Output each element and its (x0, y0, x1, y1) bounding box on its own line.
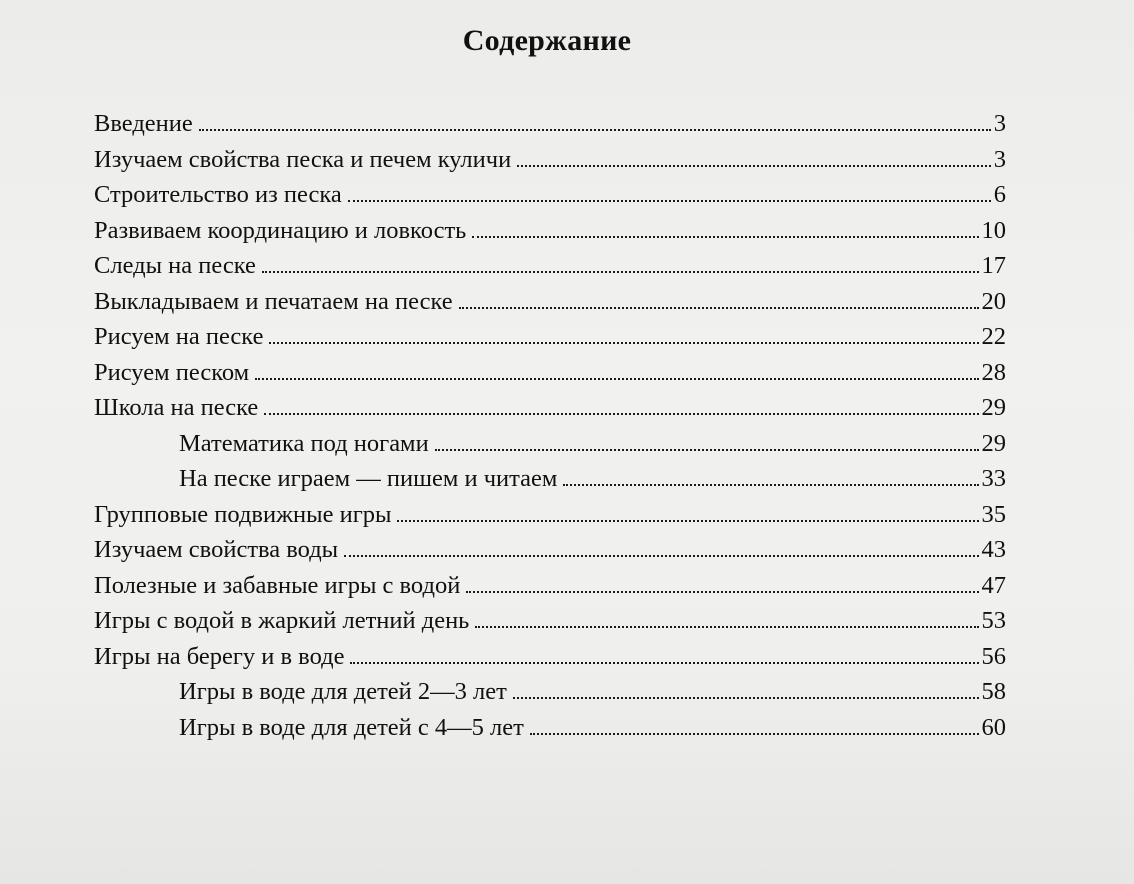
toc-entry-page-number: 33 (981, 465, 1006, 492)
toc-entry (94, 213, 1006, 249)
dot-leader (513, 697, 979, 699)
dot-leader (472, 236, 978, 238)
toc-entry (94, 142, 1006, 178)
toc-entry-page-number: 28 (981, 358, 1006, 386)
toc-entry (94, 461, 1006, 497)
toc-entry-page-number: 10 (981, 216, 1006, 244)
dot-leader (475, 626, 978, 628)
toc-entry-title: Выкладываем и печатаем на песке (94, 287, 453, 315)
dot-leader (466, 591, 978, 593)
toc-entry (94, 532, 1006, 568)
toc-entry-page-number: 43 (981, 536, 1006, 563)
toc-entry (94, 497, 1006, 533)
toc-entry (94, 639, 1006, 675)
toc-entry (94, 319, 1006, 355)
toc-entry-page-number: 20 (981, 287, 1006, 315)
table-of-contents (94, 106, 1006, 745)
toc-entry-title: Игры в воде для детей 2—3 лет (179, 678, 507, 705)
dot-leader (435, 449, 979, 451)
toc-entry-title: Введение (94, 110, 193, 137)
toc-entry-title: На песке играем — пишем и читаем (179, 465, 558, 492)
toc-entry-page-number: 29 (981, 429, 1006, 457)
toc-entry-page-number: 3 (993, 110, 1006, 137)
toc-entry-title: Изучаем свойства воды (94, 536, 339, 563)
toc-entry (94, 355, 1006, 391)
toc-entry (94, 248, 1006, 284)
dot-leader (563, 484, 978, 486)
toc-entry-page-number: 58 (981, 678, 1006, 705)
toc-entry (94, 603, 1006, 639)
dot-leader (530, 733, 979, 735)
toc-entry-title: Изучаем свойства песка и печем куличи (94, 145, 512, 173)
toc-entry-page-number: 53 (981, 607, 1006, 634)
toc-entry (94, 390, 1006, 426)
toc-entry-page-number: 35 (981, 500, 1006, 528)
toc-entry-title: Школа на песке (94, 394, 259, 421)
dot-leader (348, 200, 991, 202)
toc-entry-page-number: 56 (981, 642, 1006, 670)
dot-leader (459, 307, 979, 309)
toc-entry-title: Следы на песке (94, 252, 256, 279)
toc-entry (94, 106, 1006, 142)
toc-entry-title: Игры в воде для детей с 4—5 лет (179, 713, 524, 741)
toc-entry-title: Математика под ногами (179, 429, 429, 457)
toc-entry-page-number: 29 (981, 394, 1006, 421)
dot-leader (255, 378, 978, 380)
page-title: Содержание (462, 24, 632, 57)
toc-entry-page-number: 17 (981, 252, 1006, 279)
toc-entry (94, 710, 1006, 746)
dot-leader (264, 413, 978, 415)
toc-entry (94, 426, 1006, 462)
toc-entry (94, 284, 1006, 320)
dot-leader (397, 520, 978, 522)
toc-entry-page-number: 6 (993, 181, 1006, 208)
dot-leader (517, 165, 991, 167)
dot-leader (269, 342, 978, 344)
toc-entry-page-number: 3 (993, 145, 1006, 173)
dot-leader (262, 271, 979, 273)
toc-entry-title: Игры на берегу и в воде (94, 642, 345, 670)
toc-entry (94, 568, 1006, 604)
toc-entry-title: Полезные и забавные игры с водой (94, 571, 461, 599)
toc-entry-title: Групповые подвижные игры (94, 500, 392, 528)
toc-entry-page-number: 47 (981, 571, 1006, 599)
toc-entry-title: Развиваем координацию и ловкость (94, 216, 467, 244)
toc-entry (94, 177, 1006, 213)
toc-entry-title: Рисуем песком (94, 358, 250, 386)
toc-entry-title: Рисуем на песке (94, 323, 264, 350)
dot-leader (199, 129, 991, 131)
toc-entry-title: Строительство из песка (94, 181, 342, 208)
dot-leader (350, 662, 978, 664)
toc-entry-page-number: 22 (981, 323, 1006, 350)
toc-entry-title: Игры с водой в жаркий летний день (94, 607, 470, 634)
toc-entry-page-number: 60 (981, 713, 1006, 741)
toc-entry (94, 674, 1006, 710)
dot-leader (344, 555, 978, 557)
